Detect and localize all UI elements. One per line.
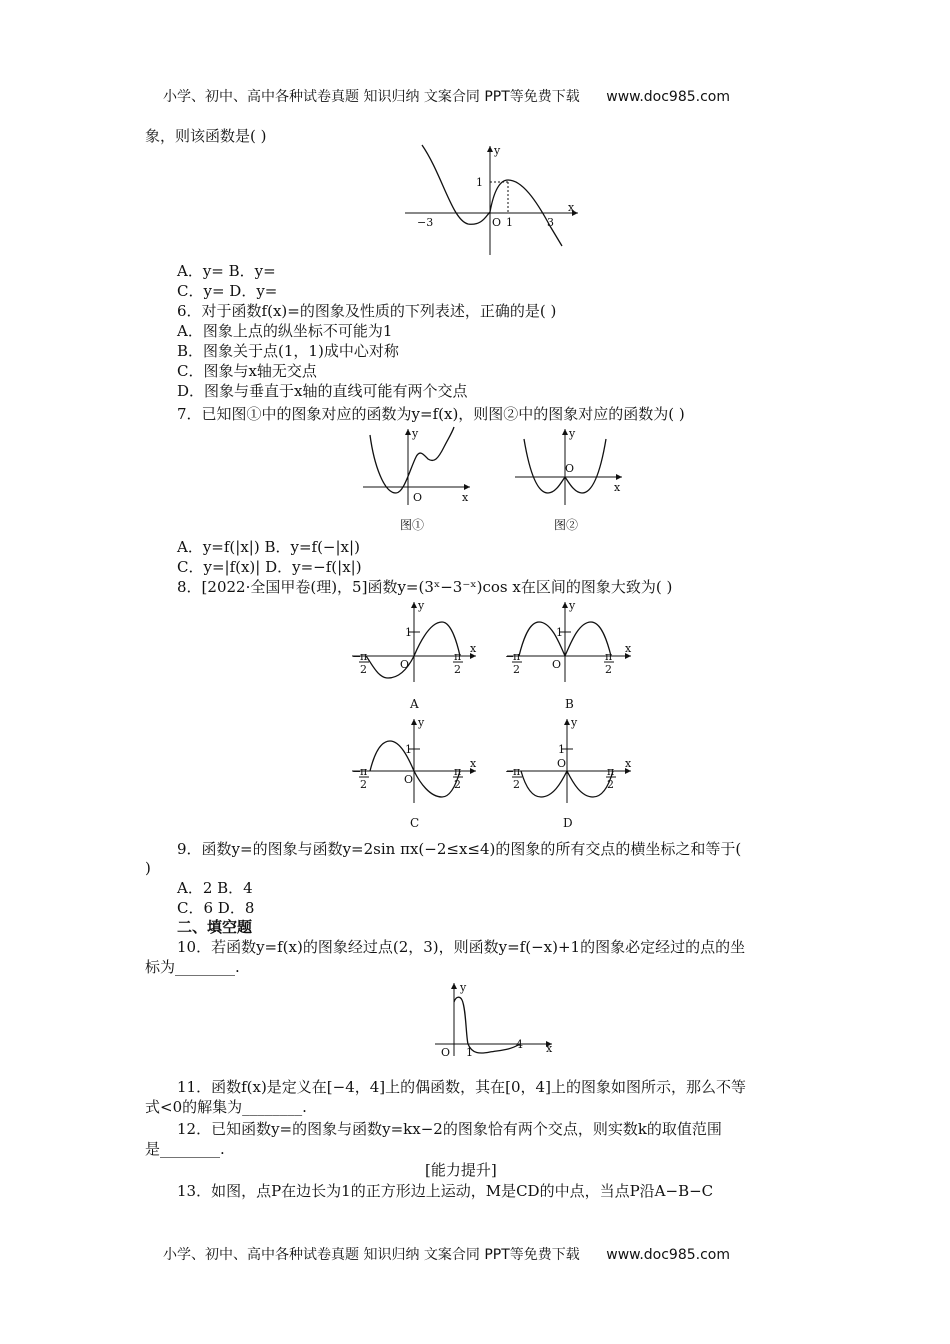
q7f1-y-arrow: [405, 429, 411, 435]
q8c-pos-pi: π: [454, 765, 462, 778]
q9-stem-tail: ): [145, 859, 151, 877]
q11-label-y: y: [460, 981, 467, 994]
q8b-label-x: x: [625, 642, 632, 655]
q7f2-label-o: O: [565, 462, 575, 475]
q8c-label-1: 1: [405, 743, 412, 756]
q8a-neg-sign: −: [352, 650, 362, 663]
q12-line-2: 是________.: [145, 1140, 225, 1158]
q5-label-x3: 3: [547, 216, 554, 229]
q9-stem: 9．函数y=的图象与函数y=2sin πx(−2≤x≤4)的图象的所有交点的横坐标之和等于(: [177, 840, 742, 858]
q8a-pos-two: 2: [454, 663, 461, 676]
q8d-pos-two: 2: [607, 778, 614, 791]
q7-options-cd: C．y=|f(x)| D．y=−f(|x|): [177, 558, 362, 576]
q11-y-arrow: [451, 983, 457, 989]
q8a-caption: A: [410, 697, 419, 711]
q8d-neg-pi: π: [513, 765, 521, 778]
q7f2-label-x: x: [614, 481, 621, 494]
q7f1-label-o: O: [413, 491, 423, 504]
q7f1-caption: 图①: [400, 518, 425, 532]
q8d-caption: D: [563, 816, 573, 830]
q5-label-o: O: [492, 216, 502, 229]
q8d-y-arrow: [564, 719, 570, 725]
q8a-y-arrow: [411, 602, 417, 608]
q7f2-caption: 图②: [554, 518, 579, 532]
q8b-label-1: 1: [556, 626, 563, 639]
q5-label-1: 1: [476, 176, 483, 189]
q8a-curve: [366, 622, 460, 678]
q13-line-1: 13．如图，点P在边长为1的正方形边上运动，M是CD的中点，当点P沿A−B−C: [177, 1182, 714, 1200]
q7f1-label-y: y: [412, 427, 419, 440]
q6-option-d: D．图象与垂直于x轴的直线可能有两个交点: [177, 382, 468, 400]
q5-label-x: x: [568, 201, 575, 214]
q5-label-neg3: −3: [417, 216, 434, 229]
q8b-neg-pi: π: [513, 650, 521, 663]
q8d-neg-sign: −: [505, 765, 515, 778]
q8c-label-x: x: [470, 757, 477, 770]
q6-option-a: A．图象上点的纵坐标不可能为1: [177, 322, 393, 340]
q5-curve: [422, 145, 562, 246]
q8d-neg-two: 2: [513, 778, 520, 791]
q11-label-x4: 4: [516, 1038, 523, 1051]
q7f2-label-y: y: [569, 427, 576, 440]
q7f2-x-arrow: [616, 474, 622, 480]
q5-label-x1: 1: [506, 216, 513, 229]
footer-text: 小学、初中、高中各种试卷真题 知识归纳 文案合同 PPT等免费下载: [163, 1247, 580, 1263]
q8d-label-o: O: [557, 757, 567, 770]
q7-options-ab: A．y=f(|x|) B．y=f(−|x|): [177, 538, 360, 556]
q8-graph-d: [505, 715, 640, 830]
q10-line-1: 10．若函数y=f(x)的图象经过点(2，3)，则函数y=f(−x)+1的图象必定经过的点的坐: [177, 938, 746, 956]
q7-figure-2: [510, 425, 630, 535]
q8-graph-a: [350, 598, 485, 710]
q8d-pos-pi: π: [607, 765, 615, 778]
q8c-label-o: O: [404, 773, 414, 786]
q7f2-y-arrow: [562, 429, 568, 435]
q7f1-label-x: x: [462, 491, 469, 504]
q8-graph-c: [350, 715, 485, 830]
q7-stem: 7．已知图①中的图象对应的函数为y=f(x)，则图②中的图象对应的函数为( ): [177, 405, 685, 423]
q7f1-x-arrow: [464, 484, 470, 490]
q8b-neg-sign: −: [505, 650, 515, 663]
q11-label-o: O: [441, 1046, 451, 1059]
section-fill-in-heading: 二、填空题: [177, 918, 253, 936]
header-site: www.doc985.com: [606, 89, 730, 105]
q8a-label-y: y: [418, 599, 425, 612]
q5-options-ab: A．y= B．y=: [177, 262, 276, 280]
q8c-neg-two: 2: [360, 778, 367, 791]
q5-graph: [400, 140, 590, 260]
q11-curve: [454, 997, 520, 1053]
q11-label-x1: 1: [466, 1046, 473, 1059]
q8b-pos-two: 2: [605, 663, 612, 676]
q5-y-arrow: [487, 146, 493, 152]
q11-graph: [430, 980, 560, 1060]
q8d-label-1: 1: [558, 743, 565, 756]
q11-label-x: x: [546, 1042, 553, 1055]
q10-line-2: 标为________.: [145, 958, 240, 976]
q8a-neg-pi: π: [360, 650, 368, 663]
q8c-y-arrow: [411, 719, 417, 725]
q8d-label-x: x: [625, 757, 632, 770]
q8c-label-y: y: [418, 716, 425, 729]
q8-stem: 8．[2022·全国甲卷(理)，5]函数y=(3ˣ−3⁻ˣ)cos x在区间的图象大致为( ): [177, 578, 673, 596]
q8b-label-y: y: [569, 599, 576, 612]
q8b-pos-pi: π: [605, 650, 613, 663]
q8a-label-1: 1: [405, 626, 412, 639]
footer-site: www.doc985.com: [606, 1247, 730, 1263]
q9-options-ab: A．2 B．4: [177, 879, 253, 897]
q12-line-1: 12．已知函数y=的图象与函数y=kx−2的图象恰有两个交点，则实数k的取值范围: [177, 1120, 722, 1138]
q6-option-b: B．图象关于点(1，1)成中心对称: [177, 342, 399, 360]
q6-stem: 6．对于函数f(x)=的图象及性质的下列表述，正确的是( ): [177, 302, 557, 320]
q8b-label-o: O: [552, 658, 562, 671]
q8a-neg-two: 2: [360, 663, 367, 676]
q8b-neg-two: 2: [513, 663, 520, 676]
q8a-label-o: O: [400, 658, 410, 671]
q11-line-2: 式<0的解集为________.: [145, 1098, 307, 1116]
q8c-neg-sign: −: [352, 765, 362, 778]
q8c-pos-two: 2: [454, 778, 461, 791]
page-header: [163, 88, 730, 106]
q5-stem-tail: 象，则该函数是( ): [145, 127, 267, 145]
q5-options-cd: C．y= D．y=: [177, 282, 278, 300]
q8c-neg-pi: π: [360, 765, 368, 778]
q7-figure-1: [358, 425, 478, 535]
q5-label-y: y: [494, 144, 501, 157]
q8d-label-y: y: [571, 716, 578, 729]
header-text: 小学、初中、高中各种试卷真题 知识归纳 文案合同 PPT等免费下载: [163, 89, 580, 105]
q6-option-c: C．图象与x轴无交点: [177, 362, 317, 380]
q8a-pos-pi: π: [454, 650, 462, 663]
q9-options-cd: C．6 D．8: [177, 899, 255, 917]
q11-line-1: 11．函数f(x)是定义在[−4，4]上的偶函数，其在[0，4]上的图象如图所示，那么不等: [177, 1078, 746, 1096]
section-ability-heading: [能力提升]: [425, 1161, 497, 1179]
q8c-caption: C: [410, 816, 420, 830]
page-footer: [163, 1246, 730, 1264]
q8-graph-b: [505, 598, 640, 710]
q8b-y-arrow: [562, 602, 568, 608]
q8b-caption: B: [565, 697, 574, 711]
q8a-label-x: x: [470, 642, 477, 655]
